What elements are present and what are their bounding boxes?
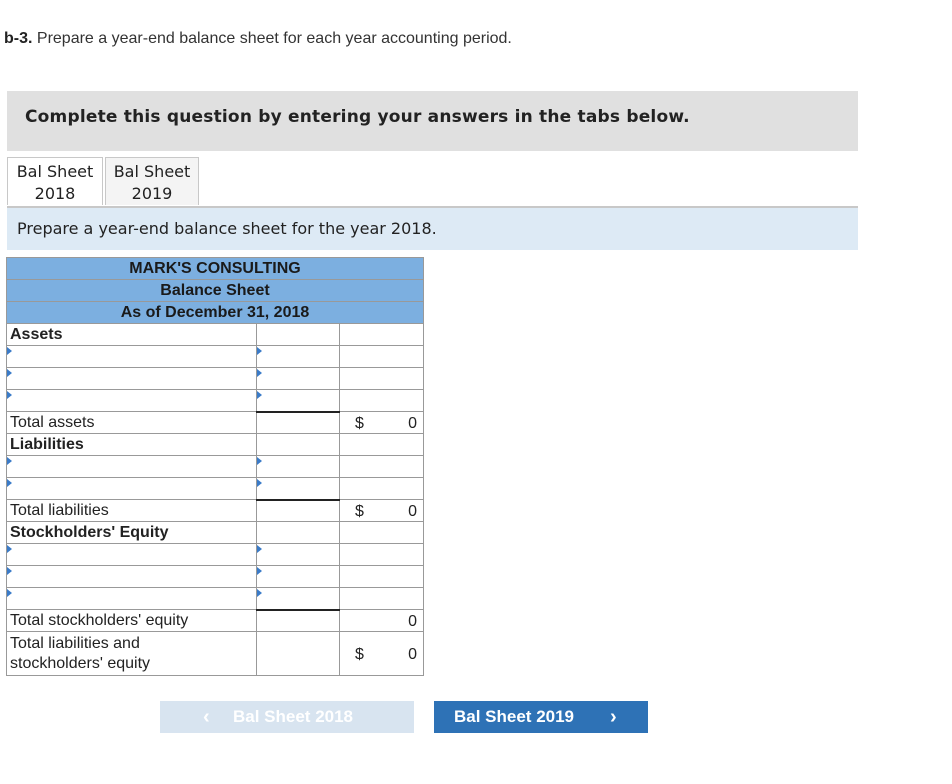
table-row (7, 500, 424, 522)
balance-sheet-table (6, 257, 424, 676)
assets-heading: Assets (7, 324, 257, 346)
dropdown-marker-icon (7, 369, 12, 377)
account-select[interactable] (7, 390, 257, 412)
table-row (7, 632, 424, 676)
chevron-left-icon: ‹ (203, 706, 210, 728)
total-liab-equity-amount: 0 (408, 646, 417, 663)
dropdown-marker-icon (257, 369, 262, 377)
tab-label-line1: Bal Sheet (113, 162, 191, 181)
total-assets-label: Total assets (7, 412, 257, 434)
tab-label-line2: 2018 (34, 184, 76, 203)
question-text (4, 30, 512, 48)
total-liabilities-value (340, 500, 424, 522)
dropdown-marker-icon (257, 479, 262, 487)
dropdown-marker-icon (7, 589, 12, 597)
equity-heading: Stockholders' Equity (7, 522, 257, 544)
dropdown-marker-icon (7, 457, 12, 465)
currency-sign: $ (355, 646, 364, 663)
amount-input[interactable] (257, 588, 340, 610)
table-row (7, 368, 424, 390)
total-assets-amount: 0 (408, 415, 417, 432)
table-row (7, 390, 424, 412)
currency-sign: $ (355, 503, 364, 520)
total-assets-value (340, 412, 424, 434)
statement-date: As of December 31, 2018 (7, 302, 424, 324)
amount-input[interactable] (257, 478, 340, 500)
account-select[interactable] (7, 456, 257, 478)
dropdown-marker-icon (7, 545, 12, 553)
prev-tab-label: Bal Sheet 2018 (233, 707, 354, 726)
account-select[interactable] (7, 566, 257, 588)
dropdown-marker-icon (257, 567, 262, 575)
table-row (7, 346, 424, 368)
table-row (7, 588, 424, 610)
table-row (7, 566, 424, 588)
total-equity-label: Total stockholders' equity (7, 610, 257, 632)
amount-input[interactable] (257, 390, 340, 412)
account-select[interactable] (7, 544, 257, 566)
next-tab-button[interactable] (434, 701, 648, 733)
dropdown-marker-icon (7, 479, 12, 487)
company-name: MARK'S CONSULTING (7, 258, 424, 280)
total-liab-equity-line2: stockholders' equity (10, 654, 151, 672)
table-row (7, 610, 424, 632)
total-equity-amount: 0 (408, 613, 417, 630)
table-row (7, 456, 424, 478)
table-row (7, 478, 424, 500)
instruction-text: Prepare a year-end balance sheet for the year 2018. (17, 219, 437, 238)
statement-title: Balance Sheet (7, 280, 424, 302)
banner-text: Complete this question by entering your answers in the tabs below. (25, 107, 690, 127)
tab-label-line2: 2019 (131, 184, 173, 203)
question-prefix: b-3. (4, 30, 33, 47)
currency-sign: $ (355, 415, 364, 432)
amount-input[interactable] (257, 368, 340, 390)
dropdown-marker-icon (257, 347, 262, 355)
dropdown-marker-icon (7, 347, 12, 355)
table-row (7, 544, 424, 566)
tab-label-line1: Bal Sheet (16, 162, 94, 181)
tab-instruction (7, 208, 858, 250)
dropdown-marker-icon (257, 391, 262, 399)
tab-bal-sheet-2019[interactable] (105, 157, 199, 205)
total-liab-equity-value (340, 632, 424, 676)
dropdown-marker-icon (7, 391, 12, 399)
dropdown-marker-icon (257, 457, 262, 465)
total-liab-equity-label (7, 632, 257, 676)
amount-input[interactable] (257, 456, 340, 478)
instruction-banner (7, 91, 858, 151)
dropdown-marker-icon (7, 567, 12, 575)
total-equity-value (340, 610, 424, 632)
liabilities-heading: Liabilities (7, 434, 257, 456)
tab-bal-sheet-2018[interactable] (7, 157, 103, 205)
account-select[interactable] (7, 346, 257, 368)
amount-input[interactable] (257, 544, 340, 566)
total-liabilities-label: Total liabilities (7, 500, 257, 522)
dropdown-marker-icon (257, 545, 262, 553)
dropdown-marker-icon (257, 589, 262, 597)
prev-tab-button[interactable] (160, 701, 414, 733)
total-liab-equity-line1: Total liabilities and (10, 634, 140, 652)
account-select[interactable] (7, 588, 257, 610)
next-tab-label: Bal Sheet 2019 (454, 707, 575, 726)
question-body: Prepare a year-end balance sheet for each year accounting period. (32, 30, 512, 47)
account-select[interactable] (7, 478, 257, 500)
amount-input[interactable] (257, 346, 340, 368)
table-row (7, 412, 424, 434)
amount-input[interactable] (257, 566, 340, 588)
total-liabilities-amount: 0 (408, 503, 417, 520)
account-select[interactable] (7, 368, 257, 390)
chevron-right-icon: › (610, 706, 617, 728)
